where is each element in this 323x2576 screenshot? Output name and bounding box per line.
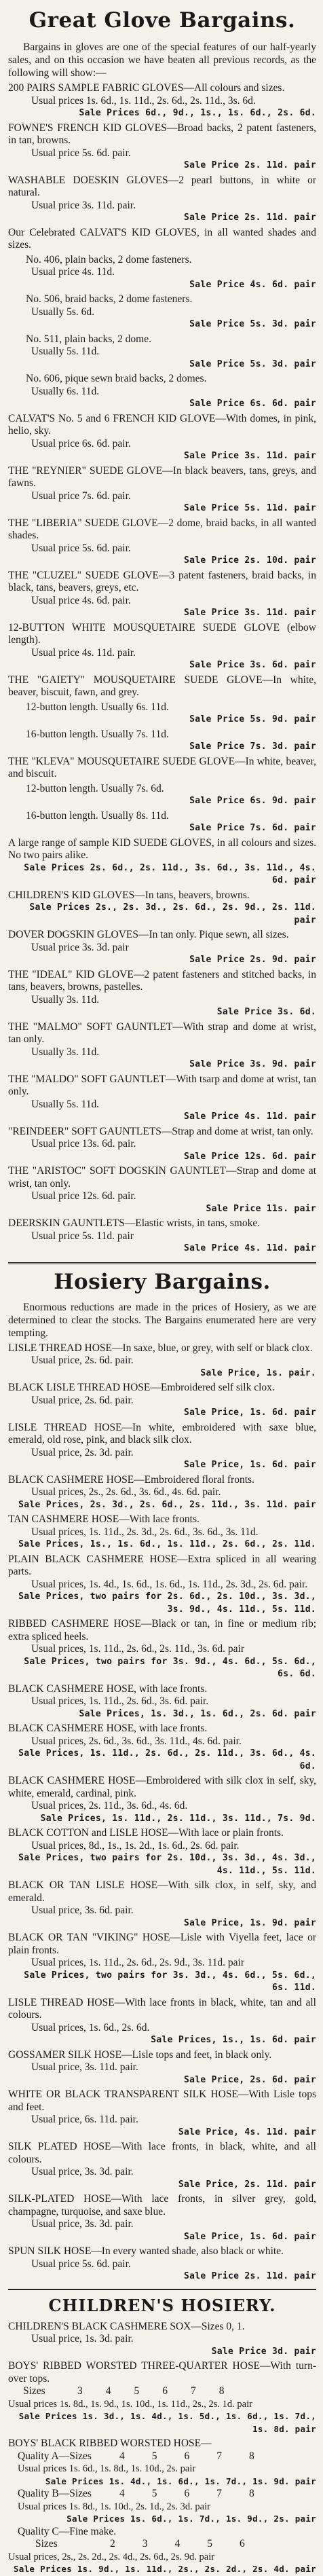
product-item — [8, 2141, 316, 2191]
item-sale-price: Sale Prices, 1s., 1s. 6d. pair — [151, 2035, 316, 2045]
item-sale-price: Sale Prices, 2s. 3d., 2s. 6d., 2s. 11d., 3s. 11d. pair — [18, 1499, 316, 1510]
product-item — [8, 570, 316, 620]
item-description: RIBBED CASHMERE HOSE—Black or tan, in fine or medium rib; extra spliced heels. — [8, 1618, 316, 1642]
item-sale-price: Sale Price 3s. 9d. pair — [189, 1059, 316, 1069]
item-sale-price: Sale Prices, two pairs for 3s. 3d., 4s. 6d., 5s. 6d., 6s. 11d. — [24, 1970, 316, 1993]
item-sale-price: Sale Price 2s. 10d. pair — [183, 555, 316, 566]
item-sale-price: Sale Price, 1s. 6d. pair — [183, 1460, 316, 1470]
item-sale-price: Sale Prices, 1s., 1s. 6d., 1s. 11d., 2s. 6d., 2s. 11d. — [18, 1539, 316, 1549]
item-usual-price: Usually 3s. 11d. — [31, 993, 100, 1006]
item-description: "REINDEER" SOFT GAUNTLETS—Strap and dome at wrist, tan only. — [8, 1125, 314, 1137]
item-variant: No. 506, braid backs, 2 dome fasteners. — [26, 293, 193, 305]
size-value: 4 — [119, 2488, 125, 2499]
item-description: CALVAT'S No. 5 and 6 FRENCH KID GLOVE—With domes, in pink, helio, sky. — [8, 412, 316, 437]
item-usual-price: Usual price 3s. 3d. pair — [31, 941, 129, 953]
item-usual-price: Usual prices 1s. 6d., 1s. 8d., 1s. 10d., 2s. pair — [18, 2463, 196, 2474]
sub-item — [8, 373, 316, 411]
item-sale-price: Sale Price 7s. 3d. pair — [189, 741, 316, 752]
item-usual-price: Usual prices, 1s. 11d., 2s. 6d., 2s. 9d., 3s. 11d. pair — [31, 1957, 244, 1968]
item-description: THE "LIBERIA" SUEDE GLOVE—2 dome, braid backs, in all wanted shades. — [8, 517, 316, 541]
item-usual-price: Usual prices, 2s. 6d., 3s. 6d., 3s. 11d., 4s. 6d. pair. — [31, 1735, 242, 1747]
item-sale-price: Sale Prices 2s., 2s. 3d., 2s. 6d., 2s. 9d., 2s. 11d. pair — [29, 902, 316, 925]
item-sale-price: Sale Price 2s. 11d. pair — [183, 160, 316, 170]
product-item — [8, 1021, 316, 1071]
product-item — [8, 465, 316, 515]
size-row — [8, 2538, 316, 2551]
product-item — [8, 756, 316, 781]
glove-section-title: Great Glove Bargains. — [28, 8, 296, 33]
size-value: 6 — [162, 2385, 168, 2397]
item-usual-price: Usual price, 6s. 11d. pair. — [31, 2114, 138, 2125]
quality-c — [8, 2526, 316, 2576]
size-value: 6 — [184, 2450, 190, 2462]
item-usual-price: Usually 5s. 11d. — [31, 346, 100, 357]
item-description: WHITE OR BLACK TRANSPARENT SILK HOSE—With Lisle tops and feet. — [8, 2089, 316, 2113]
size-value: 3 — [142, 2538, 148, 2550]
size-value: 5 — [134, 2385, 140, 2397]
item-variant: No. 511, plain backs, 2 dome. — [26, 333, 151, 345]
item-description: GOSSAMER SILK HOSE—Lisle tops and feet, in black only. — [8, 2048, 272, 2061]
item-description: BLACK OR TAN LISLE HOSE—With silk clox, in self, sky, and emerald. — [8, 1879, 316, 1904]
product-item — [8, 1723, 316, 1773]
item-sale-price: Sale Price, 1s. pair. — [200, 1367, 316, 1378]
size-row — [8, 2385, 316, 2398]
size-value: 5 — [151, 2488, 157, 2499]
sub-item — [8, 729, 316, 754]
boys-black-item — [8, 2437, 316, 2576]
item-description: THE "GAIETY" MOUSQUETAIRE SUEDE GLOVE—In white, beaver, biscuit, fawn, and grey. — [8, 674, 316, 698]
product-item — [8, 837, 316, 887]
item-sale-price: Sale Price 5s. 3d. pair — [189, 319, 316, 329]
item-variant: No. 406, plain backs, 2 dome fasteners. — [26, 253, 192, 265]
item-sale-price: Sale Price, 2s. 11d. pair — [178, 2179, 316, 2190]
item-description: SILK PLATED HOSE—With lace fronts, in black, white, and all colours. — [8, 2141, 316, 2165]
item-usual-price: Usual prices, 1s. 6d., 2s. 6d. — [31, 2021, 150, 2034]
item-usual-price: Usual prices, 1s. 4d., 1s. 6d., 1s. 6d., 1s. 11d., 2s. 3d., 2s. 6d. pair. — [31, 1578, 308, 1590]
size-row — [8, 2488, 316, 2501]
item-variant: 12-button length. Usually 6s. 11d. — [26, 701, 169, 713]
item-description: BLACK CASHMERE HOSE, with lace fronts. — [8, 1682, 208, 1695]
quality-label: Quality A—Sizes — [18, 2450, 92, 2462]
item-description: BLACK COTTON and LISLE HOSE—With lace or plain fronts. — [8, 1827, 284, 1839]
item-description: THE "MALMO" SOFT GAUNTLET—With strap and dome at wrist, tan only. — [8, 1020, 316, 1045]
size-value: 6 — [240, 2538, 245, 2550]
product-item — [8, 1073, 316, 1124]
hosiery-section-title: Hosiery Bargains. — [54, 1269, 271, 1294]
size-value: 7 — [216, 2488, 222, 2499]
item-usual-price: Usually 5s. 11d. — [31, 1098, 100, 1110]
product-item — [8, 122, 316, 172]
product-item — [8, 174, 316, 225]
item-usual-price: Usual prices 1s. 8d., 1s. 9d., 1s. 10d., 1s. 11d., 2s., 2s. 1d. pair — [8, 2398, 252, 2410]
product-item — [8, 1997, 316, 2047]
item-sale-price: Sale Price 4s. 11d. pair — [183, 1111, 316, 1122]
size-value: 8 — [218, 2385, 225, 2397]
sub-item — [8, 810, 316, 835]
section-divider — [8, 1262, 316, 1264]
item-description: THE "CLUZEL" SUEDE GLOVE—3 patent fasteners, braid backs, in black, tans, beavers, greys, etc. — [8, 569, 316, 593]
item-sale-price: Sale Price 3s. 11d. pair — [183, 608, 316, 618]
item-usual-price: Usual prices, 2s. 11d., 3s. 6d., 4s. 6d. — [31, 1800, 188, 1811]
sizes-label: Sizes — [23, 2385, 45, 2397]
item-usual-price: Usual price 5s. 6d. pair. — [31, 542, 131, 554]
product-item — [8, 1932, 316, 1995]
item-sale-price: Sale Price 4s. 6d. pair — [189, 279, 316, 290]
quality-label: Quality C—Fine make. — [18, 2525, 117, 2537]
size-value: 4 — [174, 2538, 180, 2550]
item-description: PLAIN BLACK CASHMERE HOSE—Extra spliced in all wearing parts. — [8, 1553, 316, 1577]
item-variant: No. 606, pique sewn braid backs, 2 domes. — [26, 373, 207, 384]
item-description: WASHABLE DOESKIN GLOVES—2 pearl buttons, in white or natural. — [8, 174, 316, 198]
quality-b — [8, 2488, 316, 2526]
item-description: CHILDREN'S KID GLOVES—In tans, beavers, browns. — [8, 889, 250, 901]
item-usual-price: Usual price 6s. 6d. pair. — [31, 437, 131, 449]
item-description: CHILDREN'S BLACK CASHMERE SOX—Sizes 0, 1. — [8, 2320, 245, 2332]
item-usual-price: Usual price 5s. 6d. pair. — [31, 2258, 131, 2270]
item-usual-price: Usual price 4s. 11d. pair. — [31, 646, 136, 659]
item-variant: 12-button length. Usually 7s. 6d. — [26, 782, 164, 794]
size-value: 4 — [105, 2385, 111, 2397]
item-sale-price: Sale Prices, two pairs for 3s. 9d., 4s. 6d., 5s. 6d., 6s. 6d. — [24, 1656, 316, 1679]
glove-intro: Bargains in gloves are one of the special features of our half-yearly sales, and on this occasion we have beaten all previous records, as the following will show:— — [8, 41, 316, 79]
item-sale-price: Sale Prices, 1s. 3d., 1s. 6d., 2s. 6d. pair — [79, 1708, 316, 1719]
size-value: 4 — [119, 2450, 125, 2462]
sizes-label: Sizes — [35, 2538, 58, 2550]
item-sale-price: Sale Prices 1s. 4d., 1s. 6d., 1s. 7d., 1s. 9d. pair — [45, 2476, 316, 2486]
product-item — [8, 1553, 316, 1617]
item-description: THE "MALDO" SOFT GAUNTLET—With tsarp and dome at wrist, tan only. — [8, 1073, 316, 1097]
item-sale-price: Sale Price 5s. 3d. pair — [189, 358, 316, 369]
item-usual-price: Usual price, 3s. 11d. pair. — [31, 2061, 138, 2073]
size-value: 5 — [207, 2538, 212, 2550]
item-description: BOYS' BLACK RIBBED WORSTED HOSE— — [8, 2437, 212, 2449]
item-description: 12-BUTTON WHITE MOUSQUETAIRE SUEDE GLOVE (elbow length). — [8, 621, 316, 646]
size-value: 3 — [77, 2385, 83, 2397]
item-sale-price: Sale Price 5s. 9d. pair — [189, 714, 316, 724]
item-usual-price: Usual prices 1s. 8d., 1s. 10d., 2s. 1d., 2s. 3d. pair — [18, 2501, 210, 2512]
item-usual-price: Usual price 4s. 11d. — [31, 266, 115, 278]
product-item — [8, 1474, 316, 1512]
item-sale-price: Sale Price 2s. 11d. pair — [183, 2271, 316, 2281]
size-list — [110, 2538, 245, 2551]
product-item — [8, 227, 316, 252]
item-sale-price: Sale Prices, two pairs for 2s. 6d., 2s. 10d., 3s. 3d., 3s. 9d., 4s. 11d., 5s. 11d. — [18, 1591, 316, 1615]
item-sale-price: Sale Price 7s. 6d. pair — [189, 823, 316, 833]
item-sale-price: Sale Price, 4s. 11d. pair — [178, 2127, 316, 2137]
item-usual-price: Usual price 4s. 6d. pair. — [31, 594, 131, 606]
product-item — [8, 2049, 316, 2087]
item-usual-price: Usual price 12s. 6d. pair. — [31, 1190, 136, 1202]
item-usual-price: Usual prices, 2s., 2s. 6d., 3s. 6d., 4s. 6d. pair. — [31, 1486, 221, 1498]
product-item — [8, 1618, 316, 1681]
product-item — [8, 1165, 316, 1215]
item-usual-price: Usual prices, 1s. 11d., 2s. 3d., 2s. 6d., 3s. 6d., 3s. 11d. — [31, 1526, 259, 1538]
item-sale-price: Sale Price, 2s. 6d. pair — [183, 2074, 316, 2085]
item-description: BLACK CASHMERE HOSE—Embroidered with silk clox in self, sky, white, emerald, cardinal, pink. — [8, 1775, 316, 1799]
item-sale-price: Sale Price 4s. 11d. pair — [183, 1243, 316, 1253]
sub-item — [8, 333, 316, 371]
size-value: 2 — [110, 2538, 115, 2550]
product-item — [8, 82, 316, 120]
item-sale-price: Sale Price 3s. 11d. pair — [183, 451, 316, 461]
item-description: THE "ARISTOC" SOFT DOGSKIN GAUNTLET—Strap and dome at wrist, tan only. — [8, 1165, 316, 1190]
product-item — [8, 1827, 316, 1877]
product-item — [8, 517, 316, 568]
item-sale-price: Sale Price 6s. 9d. pair — [189, 796, 316, 806]
item-sale-price: Sale Prices 1s. 3d., 1s. 4d., 1s. 5d., 1s. 6d., 1s. 7d., 1s. 8d. pair — [18, 2411, 316, 2434]
size-value: 6 — [184, 2488, 190, 2499]
item-sale-price: Sale Price 2s. 9d. pair — [189, 955, 316, 965]
item-description: TAN CASHMERE HOSE—With lace fronts. — [8, 1513, 200, 1525]
item-usual-price: Usual prices, 1s. 11d., 2s. 6d., 2s. 11d., 3s. 6d. pair — [31, 1643, 244, 1655]
item-usual-price: Usual price, 3s. 6d. pair. — [31, 1905, 134, 1916]
item-usual-price: Usual price, 2s. 3d. pair. — [31, 1446, 134, 1458]
product-item — [8, 1382, 316, 1420]
item-description: A large range of sample KID SUEDE GLOVES, in all colours and sizes. No two pairs alike. — [8, 836, 316, 861]
product-item — [8, 2089, 316, 2139]
section-divider — [8, 2289, 316, 2290]
quality-a — [8, 2450, 316, 2488]
item-description: Our Celebrated CALVAT'S KID GLOVES, in all wanted shades and sizes. — [8, 226, 316, 251]
item-description: THE "KLEVA" MOUSQUETAIRE SUEDE GLOVE—In white, beaver, and biscuit. — [8, 755, 316, 779]
product-item — [8, 1879, 316, 1930]
item-usual-price: Usual price 5s. 6d. pair. — [31, 147, 131, 159]
size-value: 7 — [216, 2450, 222, 2462]
item-usual-price: Usual price, 3s. 3d. pair. — [31, 2218, 134, 2230]
product-item — [8, 929, 316, 967]
item-sale-price: Sale Price 3d. pair — [211, 2346, 316, 2357]
item-usual-price: Usual prices, 2s., 2s. 2d., 2s. 4d., 2s. 6d., 2s. 9d. pair — [8, 2551, 215, 2562]
item-description: LISLE THREAD HOSE—With lace fronts in black, white, tan and all colours. — [8, 1996, 316, 2021]
glove-list — [8, 82, 316, 1255]
item-description: 200 PAIRS SAMPLE FABRIC GLOVES—All colours and sizes. — [8, 82, 285, 94]
item-usual-price: Usual price, 2s. 6d. pair. — [31, 1394, 134, 1406]
size-list — [119, 2450, 254, 2463]
item-sale-price: Sale Price 5s. 11d. pair — [183, 503, 316, 513]
item-sale-price: Sale Prices, 1s. 11d., 2s. 6d., 2s. 11d., 3s. 6d., 4s. 6d. — [18, 1748, 316, 1771]
item-description: BLACK OR TAN "VIKING" HOSE—Lisle with Viyella feet, lace or plain fronts. — [8, 1932, 316, 1956]
product-item — [8, 413, 316, 463]
item-description: LISLE THREAD HOSE—In white, embroidered with saxe blue, emerald, old rose, pink, and black silk clox. — [8, 1421, 316, 1446]
product-item — [8, 889, 316, 927]
size-value: 8 — [249, 2450, 254, 2462]
item-sale-price: Sale Price, 1s. 9d. pair — [183, 1917, 316, 1928]
size-value: 5 — [151, 2450, 157, 2462]
item-sale-price: Sale Prices 1s. 6d., 1s. 7d., 1s. 9d., 2s. pair — [66, 2514, 316, 2524]
item-description: THE "REYNIER" SUEDE GLOVE—In black beavers, tans, greys, and fawns. — [8, 464, 316, 489]
item-usual-price: Usual price 7s. 6d. pair. — [31, 490, 131, 502]
sub-item — [8, 783, 316, 808]
item-usual-price: Usual price 13s. 6d. pair. — [31, 1138, 136, 1149]
product-item — [8, 969, 316, 1019]
product-item — [8, 1513, 316, 1551]
product-item — [8, 1775, 316, 1825]
sub-item — [8, 701, 316, 726]
product-item — [8, 674, 316, 699]
item-usual-price: Usual price, 2s. 6d. pair. — [31, 1355, 134, 1366]
item-sale-price: Sale Price 11s. pair — [206, 1203, 316, 1214]
hosiery-list — [8, 1342, 316, 2283]
item-sale-price: Sale Price 6s. 6d. pair — [189, 399, 316, 409]
item-variant: 16-button length. Usually 8s. 11d. — [26, 809, 169, 822]
size-row — [8, 2450, 316, 2463]
hosiery-intro: Enormous reductions are made in the prices of Hosiery, as we are determined to clear the stocks. The Bargains enumerated here are very tempting. — [8, 1301, 316, 1339]
item-usual-price: Usual price, 1s. 3d. pair. — [31, 2333, 134, 2344]
item-description: SPUN SILK HOSE—In every wanted shade, also black or white. — [8, 2245, 284, 2257]
item-sale-price: Sale Prices 2s. 6d., 2s. 11d., 3s. 6d., 3s. 11d., 4s. 6d. pair — [24, 862, 316, 885]
product-item — [8, 622, 316, 672]
product-item — [8, 1422, 316, 1472]
boys-ribbed-item — [8, 2360, 316, 2435]
quality-label: Quality B—Sizes — [18, 2488, 92, 2499]
product-item — [8, 1217, 316, 1255]
item-usual-price: Usually 3s. 11d. — [31, 1046, 100, 1058]
item-sale-price: Sale Price, 1s. 6d. pair — [183, 1407, 316, 1418]
item-sale-price: Sale Price 2s. 11d. pair — [183, 213, 316, 223]
item-description: FOWNE'S FRENCH KID GLOVES—Broad backs, 2 patent fasteners, in tan, browns. — [8, 122, 316, 146]
product-item — [8, 1126, 316, 1164]
item-description: DEERSKIN GAUNTLETS—Elastic wrists, in tans, smoke. — [8, 1217, 261, 1229]
item-description: SILK-PLATED HOSE—With lace fronts, in silver grey, gold, champagne, turquoise, and saxe blue. — [8, 2193, 316, 2218]
item-description: BLACK LISLE THREAD HOSE—Embroidered self silk clox. — [8, 1382, 275, 1393]
children-cashmere-item — [8, 2321, 316, 2359]
product-item — [8, 2193, 316, 2243]
size-value: 8 — [249, 2488, 254, 2499]
item-description: THE "IDEAL" KID GLOVE—2 patent fasteners and stitched backs, in tans, beavers, browns, pastelles. — [8, 968, 316, 993]
item-usual-price: Usual price 3s. 11d. pair. — [31, 199, 136, 211]
item-sale-price: Sale Prices 1s. 9d., 1s. 11d., 2s., 2s. 2d., 2s. 4d. pair — [13, 2564, 316, 2574]
size-value: 7 — [191, 2385, 196, 2397]
size-list — [77, 2385, 225, 2398]
item-sale-price: Sale Price 3s. 6d. pair — [189, 660, 316, 670]
item-sale-price: Sale Prices, two pairs for 2s. 10d., 3s. 3d., 4s. 3d., 4s. 11d., 5s. 11d. — [18, 1853, 316, 1876]
item-description: DOVER DOGSKIN GLOVES—In tan only. Pique sewn, all sizes. — [8, 929, 289, 940]
product-item — [8, 1683, 316, 1721]
item-description: LISLE THREAD HOSE—In saxe, blue, or grey, with self or black clox. — [8, 1342, 313, 1354]
item-usual-price: Usual price, 3s. 3d. pair. — [31, 2166, 134, 2177]
size-list — [119, 2488, 254, 2501]
children-section-title: CHILDREN'S HOSIERY. — [48, 2295, 276, 2315]
item-sale-price: Sale Prices 6d., 9d., 1s., 1s. 6d., 2s. 6d. — [79, 108, 316, 118]
sub-item — [8, 293, 316, 331]
item-description: BOYS' RIBBED WORSTED THREE-QUARTER HOSE—With turn-over tops. — [8, 2360, 316, 2385]
item-sale-price: Sale Prices, 1s. 11d., 2s. 11d., 3s. 11d., 7s. 9d. — [40, 1813, 316, 1824]
item-usual-price: Usually 6s. 11d. — [31, 385, 100, 397]
item-usual-price: Usual prices, 1s. 11d., 2s. 6d., 3s. 6d. pair. — [31, 1695, 209, 1707]
item-sale-price: Sale Price 3s. 6d. — [216, 1007, 316, 1017]
item-variant: 16-button length. Usually 7s. 11d. — [26, 728, 169, 740]
item-usual-price: Usually 5s. 6d. — [31, 306, 94, 318]
item-sale-price: Sale Price 12s. 6d. pair — [183, 1151, 316, 1162]
sub-item — [8, 254, 316, 292]
item-usual-price: Usual prices 1s. 6d., 1s. 11d., 2s. 6d., 2s. 11d., 3s. 6d. — [31, 94, 256, 107]
product-item — [8, 2245, 316, 2283]
item-usual-price: Usual prices, 8d., 1s., 1s. 2d., 1s. 6d., 2s. 6d. pair. — [31, 1839, 240, 1852]
item-usual-price: Usual price 5s. 11d. pair — [31, 1230, 134, 1242]
product-item — [8, 1342, 316, 1380]
item-description: BLACK CASHMERE HOSE, with lace fronts. — [8, 1723, 208, 1734]
item-sale-price: Sale Price, 1s. 6d. pair — [183, 2231, 316, 2242]
item-description: BLACK CASHMERE HOSE—Embroidered floral fronts. — [8, 1473, 254, 1486]
